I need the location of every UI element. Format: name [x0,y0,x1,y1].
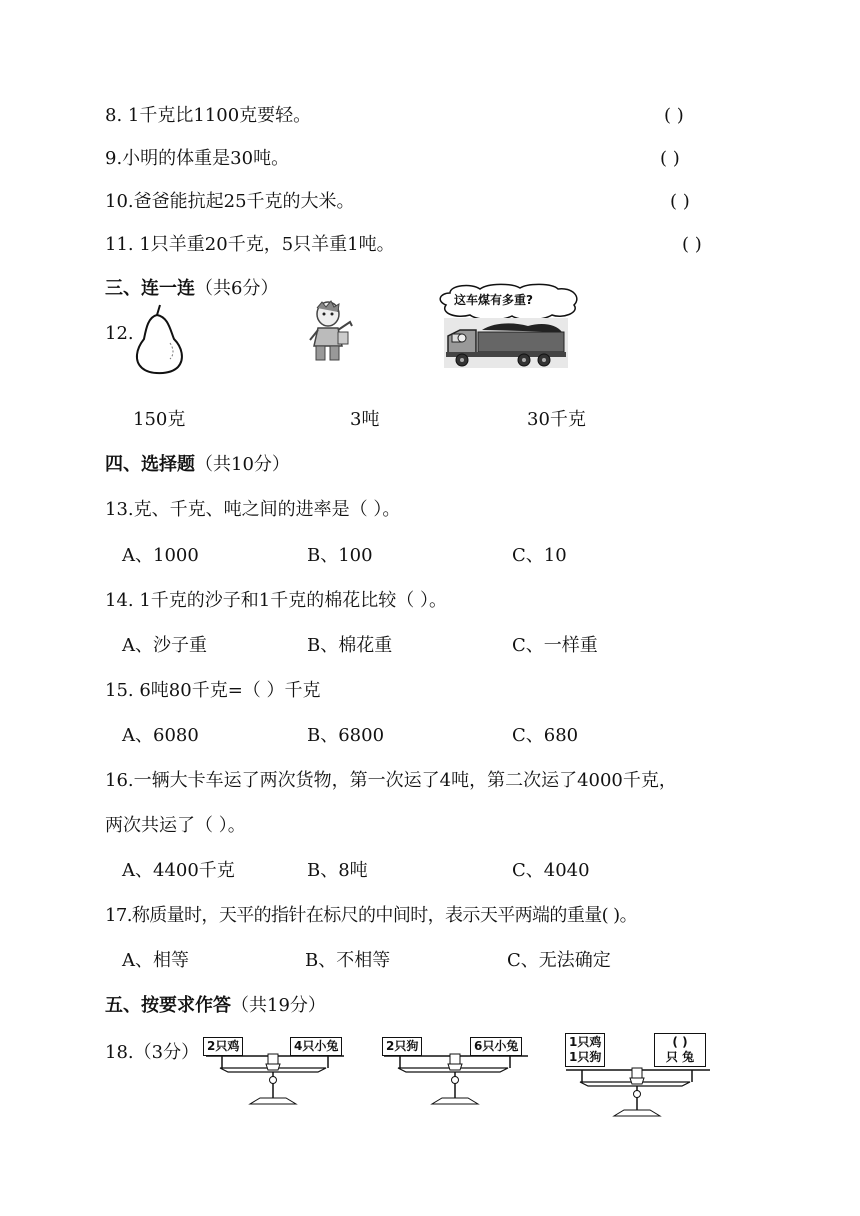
question-17: 17.称质量时，天平的指针在标尺的中间时，表示天平两端的重量( )。 [105,905,637,926]
q16-option-a[interactable]: A、4400千克 [122,860,235,881]
q13-option-b[interactable]: B、100 [307,545,373,566]
question-15: 15. 6吨80千克=（ ）千克 [105,680,321,701]
question-16-line-2: 两次共运了（ ）。 [105,815,246,836]
section-4-heading [105,453,290,477]
question-13: 13.克、千克、吨之间的进率是（ ）。 [105,499,401,520]
scale-2-right-box: 6只小兔 [470,1037,522,1056]
q17-option-b[interactable]: B、不相等 [305,950,391,971]
q15-option-b[interactable]: B、6800 [307,725,385,746]
question-11: 11. 1只羊重20千克，5只羊重1吨。 [105,234,395,255]
scale-3-right-blank[interactable]: ( ) [672,1035,688,1049]
q14-option-b[interactable]: B、棉花重 [307,635,393,656]
q17-option-a[interactable]: A、相等 [122,950,189,971]
thought-bubble-text: 这车煤有多重? [454,293,533,307]
q14-option-c[interactable]: C、一样重 [512,635,598,656]
section-3-title: 三、连一连 [105,278,195,299]
q13-option-a[interactable]: A、1000 [122,545,199,566]
question-18-number: 18.（3分） [105,1042,200,1063]
q15-option-c[interactable]: C、680 [512,725,579,746]
scale-1-right-box: 4只小兔 [290,1037,342,1056]
q16-option-c[interactable]: C、4040 [512,860,590,881]
question-8: 8. 1千克比1100克要轻。 [105,105,312,126]
q13-option-c[interactable]: C、10 [512,545,567,566]
answer-paren-8[interactable]: ( ) [664,105,684,126]
match-option-3: 30千克 [527,409,586,430]
q14-option-a[interactable]: A、沙子重 [122,635,207,656]
section-4-score: （共10分） [195,454,290,475]
question-10: 10.爸爸能抗起25千克的大米。 [105,191,355,212]
section-5-heading [105,994,326,1018]
answer-paren-10[interactable]: ( ) [670,191,690,212]
q16-option-b[interactable]: B、8吨 [307,860,368,881]
section-4-title: 四、选择题 [105,454,195,475]
coal-truck-icon [444,318,568,368]
section-3-heading [105,277,278,301]
scale-1-left-box: 2只鸡 [203,1037,243,1056]
question-9: 9.小明的体重是30吨。 [105,148,290,169]
question-16: 16.一辆大卡车运了两次货物，第一次运了4吨，第二次运了4000千克， [105,770,677,791]
q15-option-a[interactable]: A、6080 [122,725,199,746]
boy-icon [300,300,360,366]
answer-paren-9[interactable]: ( ) [660,148,680,169]
scale-3-left-line-1: 1只鸡 [569,1035,602,1049]
scale-3-right-label: 只 兔 [665,1050,695,1064]
scale-3-right-box [654,1033,706,1067]
section-5-title: 五、按要求作答 [105,995,231,1016]
pear-icon [130,303,186,375]
scale-2-left-box: 2只狗 [382,1037,422,1056]
section-3-score: （共6分） [195,278,279,299]
match-option-2: 3吨 [350,409,380,430]
scale-3-left-line-2: 1只狗 [569,1050,602,1064]
question-12-number: 12. [105,323,134,344]
section-5-score: （共19分） [231,995,326,1016]
match-option-1: 150克 [133,409,186,430]
question-14: 14. 1千克的沙子和1千克的棉花比较（ ）。 [105,590,447,611]
q17-option-c[interactable]: C、无法确定 [507,950,611,971]
answer-paren-11[interactable]: ( ) [682,234,702,255]
scale-3-left-box [565,1033,605,1067]
